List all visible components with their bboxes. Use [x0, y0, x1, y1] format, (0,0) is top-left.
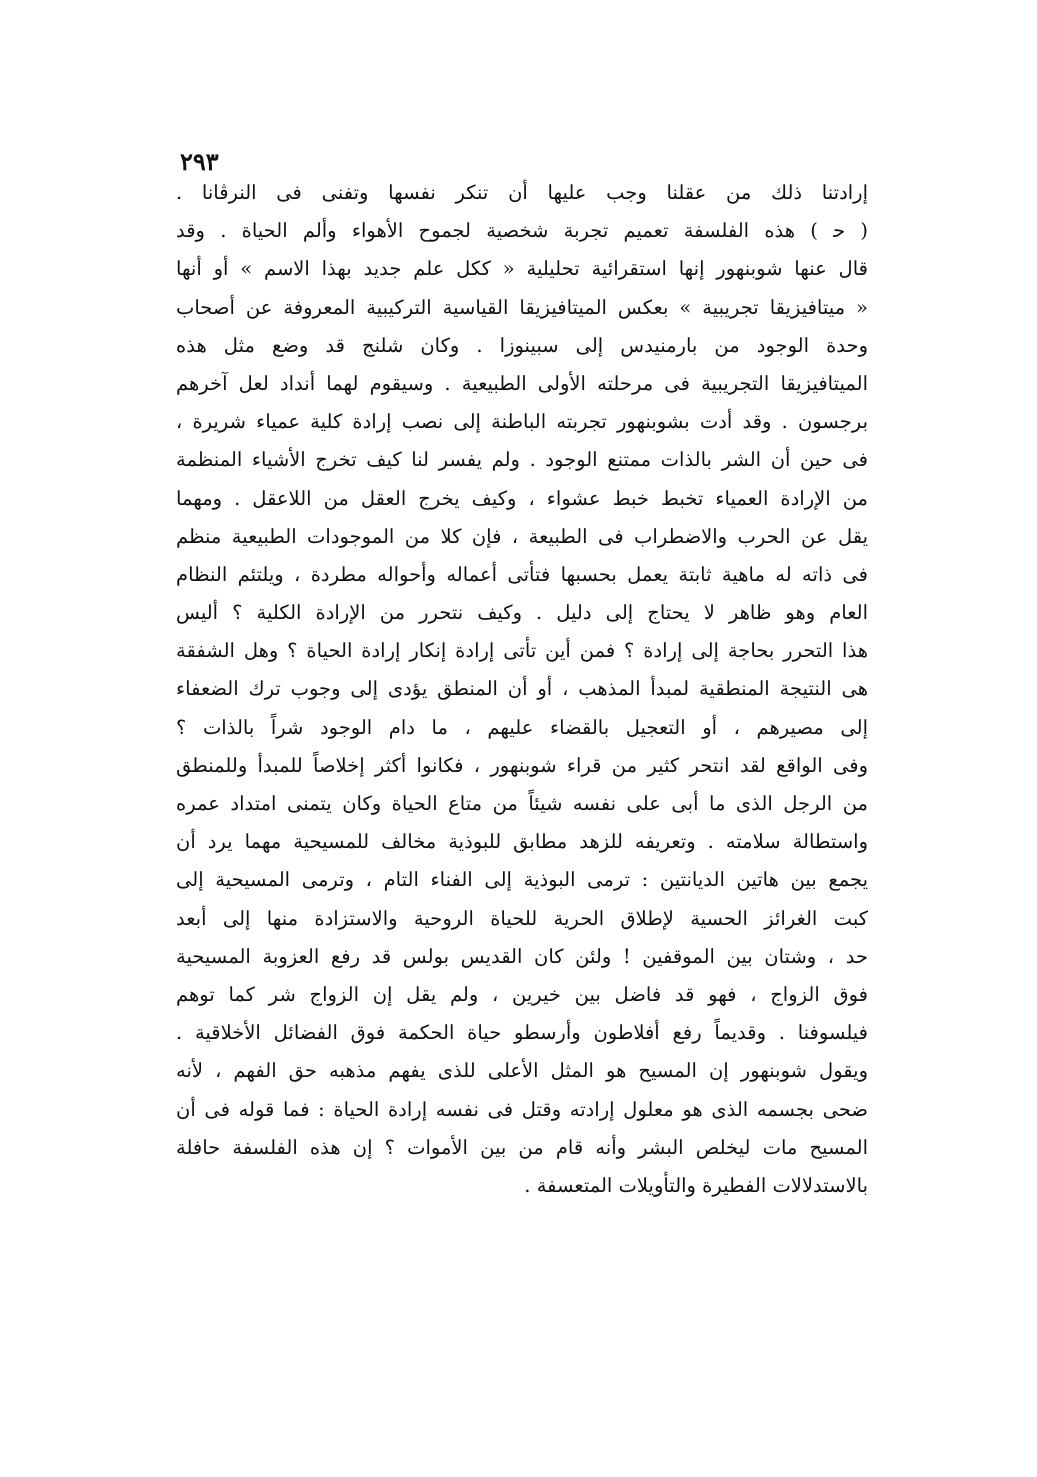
- text-line: ( ﺣ ) هذه الفلسفة تعميم تجربة شخصية لجموح الأهواء وألم الحياة . وقد: [176, 219, 868, 243]
- text-line: يجمع بين هاتين الديانتين : ترمى البوذية إلى الفناء التام ، وترمى المسيحية إلى: [176, 868, 868, 892]
- page-number: ٢٩٣: [180, 147, 219, 176]
- text-line: برجسون . وقد أدت بشوبنهور تجربته الباطنة إلى نصب إرادة كلية عمياء شريرة ،: [176, 410, 868, 434]
- text-line: هى النتيجة المنطقية لمبدأ المذهب ، أو أن المنطق يؤدى إلى وجوب ترك الضعفاء: [176, 677, 868, 701]
- text-line: ضحى بجسمه الذى هو معلول إرادته وقتل فى نفسه إرادة الحياة : فما قوله فى أن: [176, 1097, 868, 1121]
- text-line: إلى مصيرهم ، أو التعجيل بالقضاء عليهم ، ما دام الوجود شراً بالذات ؟: [176, 715, 868, 739]
- text-line: الميتافيزيقا التجريبية فى مرحلته الأولى الطبيعية . وسيقوم لهما أنداد لعل آخرهم: [176, 371, 868, 395]
- text-line: هذا التحرر بحاجة إلى إرادة ؟ فمن أين تأتى إرادة إنكار إرادة الحياة ؟ وهل الشفقة: [176, 639, 868, 663]
- text-line: فيلسوفنا . وقديماً رفع أفلاطون وأرسطو حياة الحكمة فوق الفضائل الأخلاقية .: [176, 1021, 868, 1045]
- text-line: المسيح مات ليخلص البشر وأنه قام من بين الأموات ؟ إن هذه الفلسفة حافلة: [176, 1135, 868, 1159]
- text-line: « ميتافيزيقا تجريبية » بعكس الميتافيزيقا القياسية التركيبية المعروفة عن أصحاب: [176, 295, 868, 319]
- text-line: العام وهو ظاهر لا يحتاج إلى دليل . وكيف نتحرر من الإرادة الكلية ؟ أليس: [176, 601, 868, 625]
- text-line: من الرجل الذى ما أبى على نفسه شيئاً من متاع الحياة وكان يتمنى امتداد عمره: [176, 792, 868, 815]
- text-line: فوق الزواج ، فهو قد فاضل بين خيرين ، ولم يقل إن الزواج شر كما توهم: [176, 982, 868, 1006]
- text-line: وحدة الوجود من بارمنيدس إلى سبينوزا . وكان شلنج قد وضع مثل هذه: [176, 333, 868, 357]
- text-line: كبت الغرائز الحسية لإطلاق الحرية للحياة الروحية والاستزادة منها إلى أبعد: [176, 906, 868, 930]
- text-line: يقل عن الحرب والاضطراب فى الطبيعة ، فإن كلا من الموجودات الطبيعية منظم: [176, 524, 868, 548]
- body-text: [176, 174, 868, 1205]
- text-line: حد ، وشتان بين الموقفين ! ولئن كان القديس بولس قد رفع العزوبة المسيحية: [176, 944, 868, 968]
- text-line: إرادتنا ذلك من عقلنا وجب عليها أن تنكر نفسها وتفنى فى النرڤانا .: [176, 181, 868, 204]
- text-line: وفى الواقع لقد انتحر كثير من قراء شوبنهور ، فكانوا أكثر إخلاصاً للمبدأ وللمنطق: [176, 753, 868, 777]
- text-line: من الإرادة العمياء تخبط خبط عشواء ، وكيف يخرج العقل من اللاعقل . ومهما: [176, 486, 868, 510]
- text-line: قال عنها شوبنهور إنها استقرائية تحليلية « ككل علم جديد بهذا الاسم » أو أنها: [176, 257, 868, 281]
- text-line: ويقول شوبنهور إن المسيح هو المثل الأعلى للذى يفهم مذهبه حق الفهم ، لأنه: [176, 1059, 868, 1083]
- text-line: فى حين أن الشر بالذات ممتنع الوجود . ولم يفسر لنا كيف تخرج الأشياء المنظمة: [176, 448, 868, 472]
- text-line: فى ذاته له ماهية ثابتة يعمل بحسبها فتأتى أعماله وأحواله مطردة ، ويلتئم النظام: [176, 562, 868, 586]
- text-line: بالاستدلالات الفطيرة والتأويلات المتعسفة .: [524, 1173, 868, 1197]
- text-line: واستطالة سلامته . وتعريفه للزهد مطابق للبوذية مخالف للمسيحية مهما يرد أن: [176, 830, 868, 854]
